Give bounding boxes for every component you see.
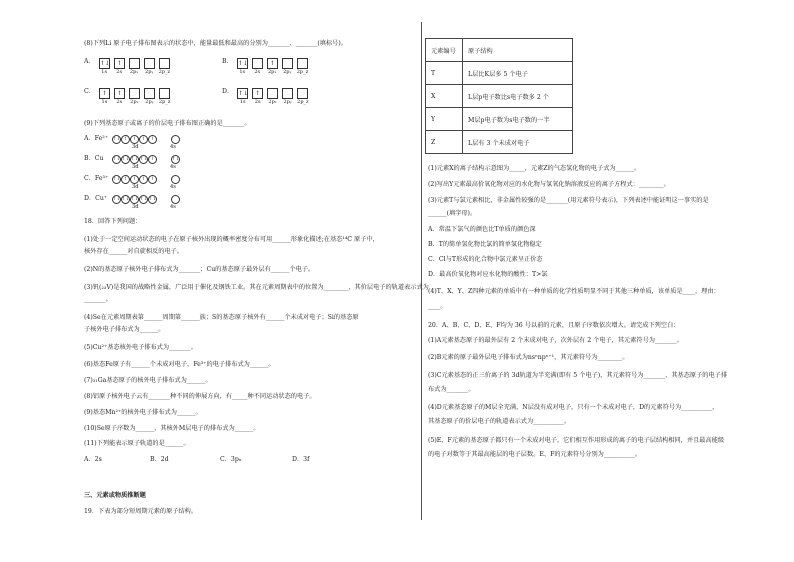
q19-option-D: D．最高价氧化物对应水化物的酸性：T>氯 [428, 271, 548, 278]
table-cell: L层p电子数比s电子数多 2 个 [463, 85, 573, 108]
q8-option-A: A． ↑↓ 1s ↑ 2s 2pₓ 2pᵧ 2p_z [84, 58, 171, 75]
q18-part-6: (6)基态Fe原子有______个未成对电子，Fe³⁺的电子排布式为______。 [84, 361, 275, 368]
q18-part-1-cont: 核外存在______对自旋相反的电子。 [84, 248, 183, 255]
q18-part-8: (8)铝原子核外电子云有_______种不同的伸展方向，有_____种不同运动状态的电子。 [84, 393, 316, 400]
q20-part-2: (2)B元素的原子最外层电子排布式为nsⁿnpⁿ⁺¹，其元素符号为________。 [428, 354, 629, 361]
q18-part-1: (1)处于一定空间运动状态的电子在原子核外出现的概率密度分布可用______形象化描述;在基态¹⁴C 原子中， [84, 236, 379, 243]
q18-option-A: A．2s [84, 456, 102, 463]
question-18: 18．回答下列问题： [84, 218, 142, 225]
q20-part-4-cont: 其基态原子的价层电子的轨道表示式为__________。 [428, 418, 571, 425]
q18-part-7: (7)₃₁Ga基态原子的核外电子排布式为______。 [84, 377, 212, 384]
q9-option-B: B．Cu ↑↓ ↑↓ ↑↓ ↑↓ ↑ ↑↓ 3d 4s [84, 155, 180, 170]
q18-part-4: (4)Se在元素周期表第______周期第______族；S的基态原子核外有______个未成对电子；Si的基态原 [84, 314, 359, 321]
element-structure-table [425, 38, 573, 154]
table-cell: T [426, 62, 463, 85]
q19-part-1: (1)元素X的离子结构示意图为_____，元素Z的气态氢化物的电子式为______。 [428, 165, 641, 172]
q20-part-3-cont: 布式为_______。 [428, 386, 475, 393]
q20-part-1: (1)A元素基态原子的最外层有 2 个未成对电子，次外层有 2 个电子，其元素符号为_______。 [428, 337, 683, 344]
table-cell: Z [426, 131, 463, 154]
q18-part-11: (11)下列能表示原子轨道的是______。 [84, 440, 190, 447]
table-header-cell: 元素编号 [426, 39, 463, 62]
q8-option-C: C． ↑ 1s ↑ 2s 2pₓ 2pᵧ 2p_z [84, 88, 171, 105]
q8-option-B: B． ↑↓ 1s 2s ↑ 2pₓ 2pᵧ 2p_z [222, 58, 309, 75]
q18-part-5: (5)Cu²⁺基态核外电子排布式为_______。 [84, 344, 197, 351]
table-cell: L层有 3 个未成对电子 [463, 131, 573, 154]
question-9: (9)下列基态原子或离子的价层电子排布图正确的是_______。 [84, 120, 251, 127]
table-cell: Y [426, 108, 463, 131]
table-row [426, 131, 573, 154]
q19-part-4: (4)T、X、Y、Z四种元素的单质中有一种单质的化学性质明显不同于其他三种单质，该单质是____，理由： [428, 288, 720, 295]
q18-part-9: (9)基态Mn²⁺的核外电子排布式为______。 [84, 409, 202, 416]
q19-option-B: B．T的简单氢化物比氯的简单氢化物稳定 [428, 241, 542, 248]
q18-part-2: (2)N的基态原子核外电子排布式为_______；Cu的基态原子最外层有______个电子。 [84, 266, 315, 273]
q19-part-2: (2)写出Y元素最高价氧化物对应的水化物与氢氧化钠溶液反应的离子方程式：________。 [428, 181, 670, 188]
q20-part-5: (5)E、F元素的基态原子都只有一个未成对电子，它们相互作用形成的离子的电子层结构相同，并且最高能级 [428, 437, 725, 444]
table-row [426, 85, 573, 108]
table-cell: M层p电子数为s电子数的一半 [463, 108, 573, 131]
q9-option-C: C．Fe³⁺ ↑↓ ↑ ↑ ↑ ↑ 3d 4s [84, 175, 180, 184]
question-19: 19．下表为部分短周期元素的原子结构。 [84, 508, 198, 515]
q9-option-A: A．Fe²⁺ ↑↓ ↑ ↑ ↑ ↑ 3d 4s [84, 135, 180, 144]
q18-option-B: B．2d [150, 456, 169, 463]
question-20: 20．A、B、C、D、E、F均为 36 号以前的元素，且原子序数依次增大。请完成下列空白： [428, 322, 680, 329]
table-header-cell: 原子结构 [463, 39, 573, 62]
q18-part-3: (3)钒(₂₃V)是我国的战略性金属，广泛用于催化及钢铁工业。其在元素周期表中的位置为________，其价层电子的轨道表示式为 [84, 284, 429, 291]
section-heading: 三、元素或物质推断题 [84, 492, 146, 499]
column-divider [421, 22, 422, 520]
q8-option-D: D． ↑↓ 1s ↑ 2s 2pₓ 2pᵧ 2p_z [222, 88, 309, 105]
q19-option-C: C．Cl与T形成的化合物中氯元素呈正价态 [428, 256, 543, 263]
q20-part-3: (3)C元素基态的正三价离子的 3d轨道为半充满(即有 5 个电子)，其元素符号为_______，其基态原子的电子排 [428, 372, 728, 379]
table-row [426, 108, 573, 131]
table-cell: L层比K层多 5 个电子 [463, 62, 573, 85]
q18-option-D: D．3f [292, 456, 310, 463]
q18-part-10: (10)Se原子序数为______，其核外M层电子的排布式为______。 [84, 425, 260, 432]
q20-part-5-cont: 的电子对数等于其最高能层的电子层数。E、F的元素符号分别为__________。 [428, 451, 641, 458]
q18-part-4-cont: 子核外电子排布式为______。 [84, 326, 165, 333]
table-header-row [426, 39, 573, 62]
q19-part-4-cont: ____。 [428, 303, 447, 310]
table-cell: X [426, 85, 463, 108]
q19-part-3: (3)元素T与氯元素相比，非金属性较强的是_______(用元素符号表示)，下列表述中能证明这一事实的是 [428, 197, 709, 204]
question-8: (8)下列Li 原子电子排布图表示的状态中，能量最低和最高的分别为_______、_______(填标号)。 [84, 40, 347, 47]
q9-option-D: D．Cu⁺ ↑↓ ↑↓ ↑↓ ↑↓ ↑↓ 3d 4s [84, 195, 180, 204]
q19-part-3-cont: ______(填字母)。 [428, 210, 477, 217]
q19-option-A: A．常温下氯气的颜色比T单质的颜色深 [428, 226, 536, 233]
q18-part-3-cont: _______。 [84, 296, 112, 303]
q18-option-C: C．3pₓ [220, 456, 242, 463]
table-row [426, 62, 573, 85]
q20-part-4: (4)D元素基态原子的M层全充满，N层没有成对电子，只有一个未成对电子，D的元素符号为__________， [428, 404, 719, 411]
